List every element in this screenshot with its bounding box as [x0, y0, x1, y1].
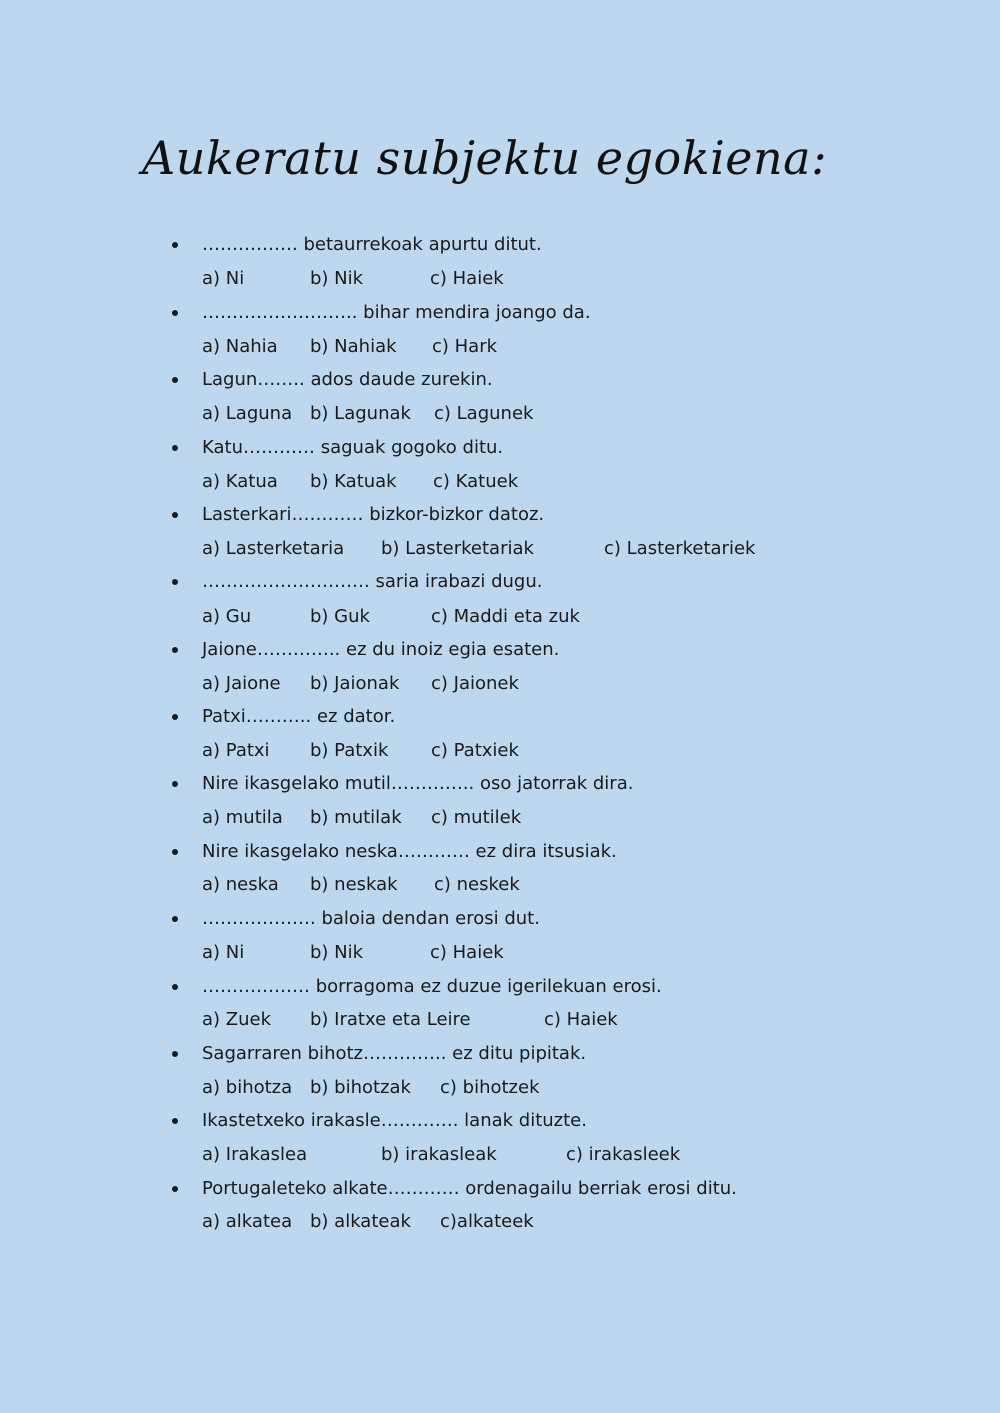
option-c: c)alkateek [440, 1211, 534, 1232]
bullet-icon [172, 1118, 178, 1124]
question-text: Ikastetxeko irakasle…………. lanak dituzte. [202, 1110, 587, 1131]
option-c: c) Katuek [433, 471, 519, 492]
bullet-icon [172, 242, 178, 248]
option-b: b) Jaionak [310, 673, 400, 694]
option-b: b) mutilak [310, 807, 402, 828]
question-text: …………………….. bihar mendira joango da. [202, 302, 591, 323]
option-a: a) Gu [202, 606, 252, 627]
option-c: c) bihotzek [440, 1077, 540, 1098]
bullet-icon [172, 310, 178, 316]
option-c: c) Jaionek [431, 673, 519, 694]
page-title: Aukeratu subjektu egokiena: [142, 131, 828, 185]
option-a: a) Laguna [202, 403, 293, 424]
bullet-icon [172, 714, 178, 720]
question-text: Portugaleteko alkate………… ordenagailu berriak erosi ditu. [202, 1178, 737, 1199]
option-a: a) Nahia [202, 336, 278, 357]
question-text: Lasterkari………… bizkor-bizkor datoz. [202, 504, 545, 525]
option-c: c) Haiek [430, 942, 504, 963]
question-text: Katu………… saguak gogoko ditu. [202, 437, 504, 458]
question-text: Nire ikasgelako neska………… ez dira itsusiak. [202, 841, 617, 862]
option-b: b) Nik [310, 942, 364, 963]
question-text: ………………………. saria irabazi dugu. [202, 571, 543, 592]
option-a: a) bihotza [202, 1077, 293, 1098]
option-b: b) Nik [310, 268, 364, 289]
bullet-icon [172, 1051, 178, 1057]
bullet-icon [172, 512, 178, 518]
question-text: Patxi……….. ez dator. [202, 706, 396, 727]
option-c: c) Patxiek [431, 740, 519, 761]
option-c: c) Hark [432, 336, 498, 357]
bullet-icon [172, 647, 178, 653]
question-text: Lagun…….. ados daude zurekin. [202, 369, 493, 390]
option-a: a) Ni [202, 268, 245, 289]
option-a: a) Zuek [202, 1009, 272, 1030]
bullet-icon [172, 1186, 178, 1192]
question-text: ……………. betaurrekoak apurtu ditut. [202, 234, 542, 255]
bullet-icon [172, 445, 178, 451]
question-text: Nire ikasgelako mutil………….. oso jatorrak dira. [202, 773, 634, 794]
option-c: c) irakasleek [566, 1144, 681, 1165]
bullet-icon [172, 849, 178, 855]
option-c: c) Lasterketariek [604, 538, 756, 559]
option-c: c) Lagunek [434, 403, 534, 424]
bullet-icon [172, 781, 178, 787]
question-text: ………………. baloia dendan erosi dut. [202, 908, 540, 929]
bullet-icon [172, 579, 178, 585]
option-c: c) Haiek [430, 268, 504, 289]
option-a: a) Lasterketaria [202, 538, 345, 559]
option-b: b) Lasterketariak [381, 538, 534, 559]
option-b: b) irakasleak [381, 1144, 497, 1165]
option-c: c) neskek [434, 874, 520, 895]
option-b: b) Lagunak [310, 403, 411, 424]
option-a: a) alkatea [202, 1211, 293, 1232]
bullet-icon [172, 377, 178, 383]
option-b: b) alkateak [310, 1211, 411, 1232]
question-text: Sagarraren bihotz………….. ez ditu pipitak. [202, 1043, 587, 1064]
option-a: a) Jaione [202, 673, 281, 694]
option-a: a) Irakaslea [202, 1144, 308, 1165]
bullet-icon [172, 916, 178, 922]
option-b: b) Patxik [310, 740, 389, 761]
option-a: a) Patxi [202, 740, 270, 761]
question-text: ……………… borragoma ez duzue igerilekuan erosi. [202, 976, 662, 997]
option-b: b) Katuak [310, 471, 397, 492]
option-b: b) neskak [310, 874, 398, 895]
option-b: b) Nahiak [310, 336, 397, 357]
option-b: b) bihotzak [310, 1077, 411, 1098]
option-b: b) Iratxe eta Leire [310, 1009, 471, 1030]
option-c: c) Maddi eta zuk [431, 606, 580, 627]
option-a: a) neska [202, 874, 279, 895]
bullet-icon [172, 984, 178, 990]
option-a: a) mutila [202, 807, 283, 828]
option-a: a) Katua [202, 471, 278, 492]
option-b: b) Guk [310, 606, 370, 627]
option-c: c) mutilek [431, 807, 522, 828]
question-text: Jaione………….. ez du inoiz egia esaten. [202, 639, 560, 660]
option-c: c) Haiek [544, 1009, 618, 1030]
option-a: a) Ni [202, 942, 245, 963]
